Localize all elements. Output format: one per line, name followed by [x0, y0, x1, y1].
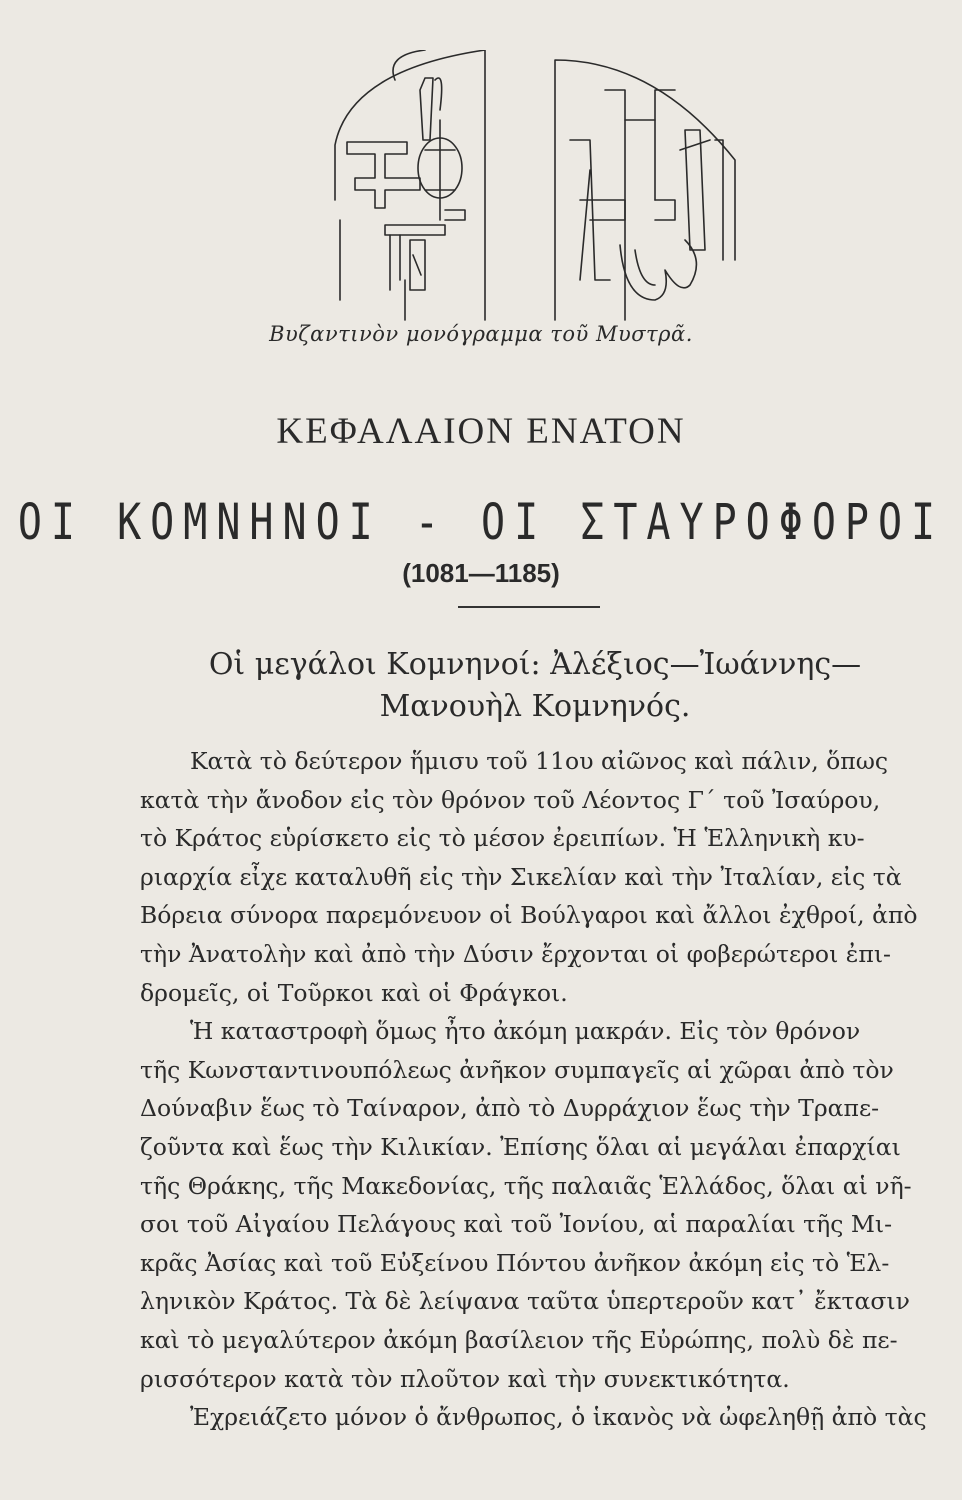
body-paragraphs [140, 742, 932, 1437]
subheading-line: Μανουὴλ Κομνηνός. [379, 689, 691, 724]
monogram-illustration [325, 50, 745, 335]
body-line: τὴν Ἀνατολὴν καὶ ἀπὸ τὴν Δύσιν ἔρχονται οἱ φοβερώτεροι ἐπι- [140, 939, 891, 968]
body-line: ρισσότερον κατὰ τὸν πλοῦτον καὶ τὴν συνεκτικότητα. [140, 1364, 790, 1393]
body-line: ζοῦντα καὶ ἕως τὴν Κιλικίαν. Ἐπίσης ὅλαι αἱ μεγάλαι ἐπαρχίαι [140, 1132, 901, 1161]
body-line: καὶ τὸ μεγαλύτερον ἀκόμη βασίλειον τῆς Εὐρώπης, πολὺ δὲ πε- [140, 1325, 898, 1354]
body-line: Κατὰ τὸ δεύτερον ἥμισυ τοῦ 11ου αἰῶνος καὶ πάλιν, ὅπως [190, 747, 889, 775]
body-line: Ἡ καταστροφὴ ὅμως ἦτο ἀκόμη μακράν. Εἰς τὸν θρόνον [190, 1017, 861, 1046]
subheading-line: Οἱ μεγάλοι Κομνηνοί: Ἀλέξιος—Ἰωάννης— [208, 647, 862, 682]
chapter-dates: (1081—1185) [402, 558, 560, 588]
chapter-heading: ΚΕΦΑΛΑΙΟΝ ΕΝΑΤΟΝ [276, 411, 686, 452]
body-line: τῆς Θράκης, τῆς Μακεδονίας, τῆς παλαιᾶς Ἑλλάδος, ὅλαι αἱ νῆ- [140, 1171, 912, 1200]
body-line: κρᾶς Ἀσίας καὶ τοῦ Εὐξείνου Πόντου ἀνῆκον ἀκόμη εἰς τὸ Ἑλ- [140, 1248, 890, 1277]
body-line: τὸ Κράτος εὑρίσκετο εἰς τὸ μέσον ἐρειπίων. Ἡ Ἑλληνικὴ κυ- [140, 824, 865, 853]
body-line: ριαρχία εἶχε καταλυθῆ εἰς τὴν Σικελίαν καὶ τὴν Ἰταλίαν, εἰς τὰ [140, 862, 902, 891]
body-line: Ἐχρειάζετο μόνον ὁ ἄνθρωπος, ὁ ἱκανὸς νὰ ὠφεληθῇ ἀπὸ τὰς [190, 1403, 927, 1432]
divider-rule [458, 606, 600, 608]
body-line: Βόρεια σύνορα παρεμόνευον οἱ Βούλγαροι καὶ ἄλλοι ἐχθροί, ἀπὸ [140, 901, 918, 930]
body-line: Δούναβιν ἕως τὸ Ταίναρον, ἀπὸ τὸ Δυρράχιον ἕως τὴν Τραπε- [140, 1094, 880, 1123]
body-line: δρομεῖς, οἱ Τοῦρκοι καὶ οἱ Φράγκοι. [140, 978, 568, 1007]
section-subheading [140, 644, 930, 728]
body-line: σοι τοῦ Αἰγαίου Πελάγους καὶ τοῦ Ἰονίου, αἱ παραλίαι τῆς Μι- [140, 1210, 893, 1239]
body-line: τῆς Κωνσταντινουπόλεως ἀνῆκον συμπαγεῖς αἱ χῶραι ἀπὸ τὸν [140, 1055, 894, 1084]
monogram-caption: Βυζαντινὸν μονόγραμμα τοῦ Μυστρᾶ. [269, 322, 693, 346]
body-line: κατὰ τὴν ἄνοδον εἰς τὸν θρόνον τοῦ Λέοντος Γ´ τοῦ Ἰσαύρου, [140, 785, 881, 814]
chapter-title: ΟΙ ΚΟΜΝΗΝΟΙ - ΟΙ ΣΤΑΥΡΟΦΟΡΟΙ [17, 494, 945, 552]
body-line: ληνικὸν Κράτος. Τὰ δὲ λείψανα ταῦτα ὑπερτεροῦν κατ᾿ ἔκτασιν [140, 1287, 910, 1316]
